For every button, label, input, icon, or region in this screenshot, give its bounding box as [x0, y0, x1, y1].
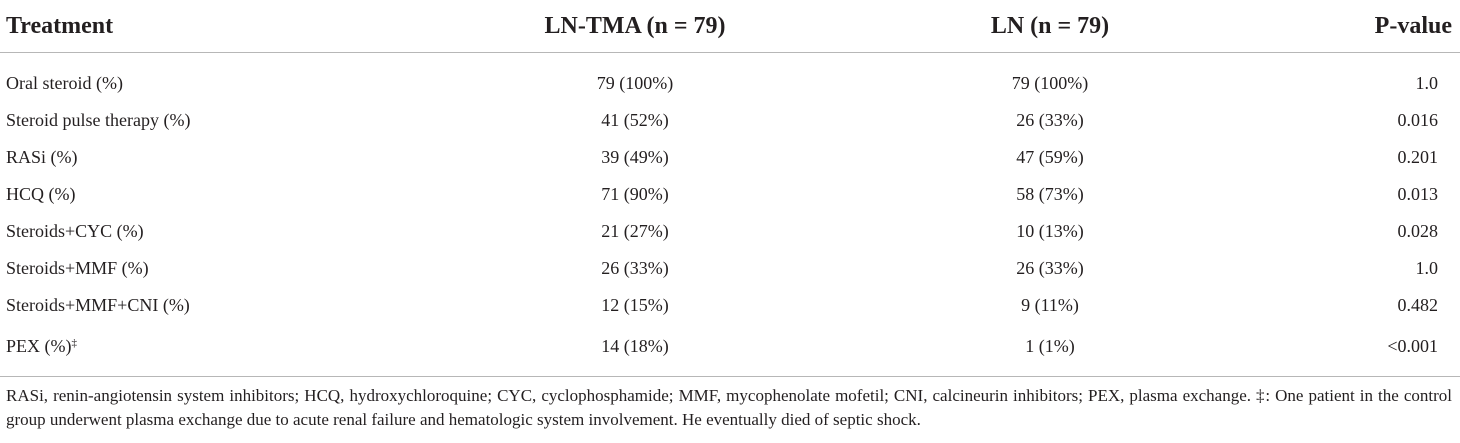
ln-cell: 79 (100%)	[1011, 73, 1089, 93]
ln-tma-cell: 39 (49%)	[601, 147, 669, 167]
treatment-cell: Steroids+MMF+CNI (%)	[6, 295, 190, 315]
p-value-cell: 0.201	[1397, 147, 1438, 167]
header-ln-tma: LN-TMA (n = 79)	[430, 0, 840, 53]
table-footnote: RASi, renin-angiotensin system inhibitors; HCQ, hydroxychloroquine; CYC, cyclophosphamide; MMF, mycophenolate mofetil; CNI, calcineurin inhibitors; PEX, plasma exchange. ‡: One patient in the control group underwent plasma exchange due to acute renal failure and hematologic system involvement. He eventually died of septic shock.	[6, 386, 1452, 429]
table-body	[0, 53, 1460, 377]
footnote-marker: ‡	[71, 336, 77, 349]
table-row	[0, 139, 1460, 176]
ln-cell: 9 (11%)	[1021, 295, 1079, 315]
treatment-cell: Oral steroid (%)	[6, 73, 123, 93]
table-row	[0, 250, 1460, 287]
ln-tma-cell: 79 (100%)	[596, 73, 674, 93]
ln-cell: 10 (13%)	[1016, 221, 1084, 241]
header-row	[0, 0, 1460, 53]
ln-tma-cell: 26 (33%)	[601, 258, 669, 278]
ln-cell: 1 (1%)	[840, 324, 1260, 377]
p-value-cell: 0.028	[1397, 221, 1438, 241]
p-value-cell: 1.0	[1415, 258, 1438, 278]
table-row	[0, 324, 1460, 377]
treatment-cell	[0, 324, 430, 377]
ln-tma-cell: 12 (15%)	[601, 295, 669, 315]
p-value-cell: 1.0	[1415, 73, 1438, 93]
treatment-cell: Steroids+MMF (%)	[6, 258, 149, 278]
table-row	[0, 102, 1460, 139]
ln-cell: 47 (59%)	[1016, 147, 1084, 167]
header-treatment: Treatment	[0, 0, 430, 53]
header-ln: LN (n = 79)	[840, 0, 1260, 53]
ln-tma-cell: 21 (27%)	[601, 221, 669, 241]
table-row	[0, 287, 1460, 324]
table-header	[0, 0, 1460, 53]
p-value-cell: 0.482	[1397, 295, 1438, 315]
treatment-cell: HCQ (%)	[6, 184, 76, 204]
ln-tma-cell: 71 (90%)	[601, 184, 669, 204]
p-value-cell: <0.001	[1260, 324, 1460, 377]
ln-tma-cell: 14 (18%)	[430, 324, 840, 377]
ln-cell: 26 (33%)	[1016, 258, 1084, 278]
p-value-cell: 0.016	[1397, 110, 1438, 130]
treatment-cell: Steroids+CYC (%)	[6, 221, 144, 241]
ln-cell: 58 (73%)	[1016, 184, 1084, 204]
treatment-cell: RASi (%)	[6, 147, 78, 167]
table-row	[0, 213, 1460, 250]
table-row	[0, 176, 1460, 213]
ln-tma-cell: 41 (52%)	[601, 110, 669, 130]
treatment-label: PEX (%)	[6, 335, 72, 356]
header-p-value: P-value	[1260, 0, 1460, 53]
table-row	[0, 53, 1460, 103]
ln-cell: 26 (33%)	[1016, 110, 1084, 130]
treatment-cell: Steroid pulse therapy (%)	[6, 110, 191, 130]
p-value-cell: 0.013	[1397, 184, 1438, 204]
